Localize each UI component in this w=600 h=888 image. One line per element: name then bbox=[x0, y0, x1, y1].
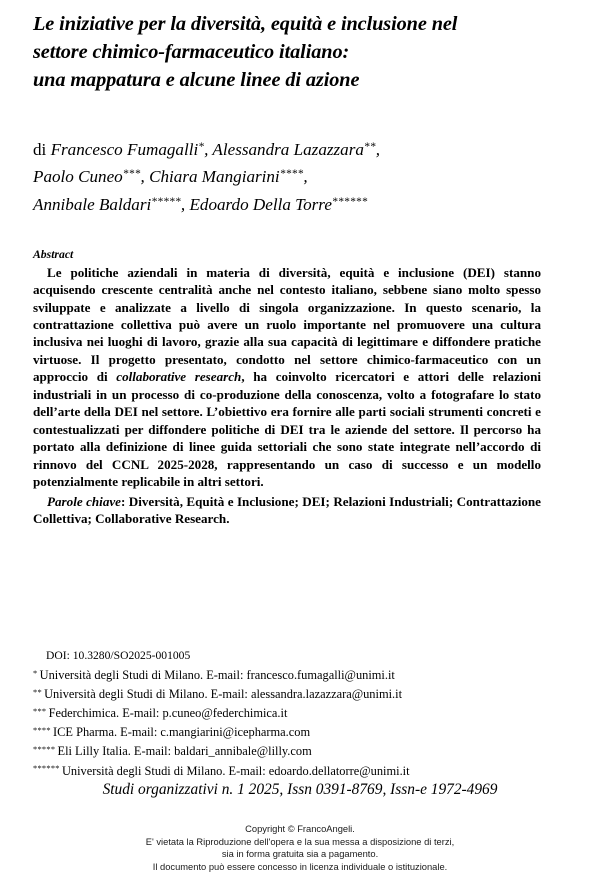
keywords-label: Parole chiave bbox=[47, 493, 121, 509]
title-line-1: Le iniziative per la diversità, equità e inclusione nel bbox=[33, 13, 458, 35]
footnote-item-5 bbox=[33, 741, 563, 760]
footnote-item-2 bbox=[33, 684, 563, 703]
author-line-1 bbox=[33, 135, 569, 162]
footnote-marker-6: ****** bbox=[33, 762, 60, 773]
keywords-line bbox=[33, 493, 545, 528]
copyright-line-4: Il documento può essere concesso in licenza individuale o istituzionale. bbox=[152, 861, 448, 872]
author-name-mangiarini: Chiara Mangiarini bbox=[149, 167, 280, 187]
author-name-lazazzara: Alessandra Lazazzara bbox=[212, 139, 364, 159]
footnote-marker-3: *** bbox=[122, 168, 141, 181]
copyright-line-2: E' vietata la Riproduzione dell'opera e la sua messa a disposizione di terzi, bbox=[145, 836, 455, 847]
copyright-footer bbox=[0, 823, 600, 873]
title-line-2: settore chimico-farmaceutico italiano: bbox=[33, 41, 350, 64]
author-byline bbox=[33, 135, 569, 217]
footnote-marker-2: ** bbox=[33, 686, 42, 697]
footnote-item-4 bbox=[33, 722, 563, 741]
title-line-3: una mappatura e alcune linee di azione bbox=[33, 69, 360, 92]
footnote-text: Università degli Studi di Milano. E-mail: edoardo.dellatorre@unimi.it bbox=[61, 763, 410, 778]
author-name-baldari: Annibale Baldari bbox=[33, 194, 152, 214]
footnote-item-6 bbox=[33, 760, 563, 779]
copyright-line-1: Copyright © FrancoAngeli. bbox=[245, 824, 355, 834]
author-name-cuneo: Paolo Cuneo bbox=[33, 167, 123, 187]
footnote-text: Università degli Studi di Milano. E-mail: francesco.fumagalli@unimi.it bbox=[39, 668, 395, 683]
footnote-marker-5: ***** bbox=[151, 195, 181, 208]
author-name-della-torre: Edoardo Della Torre bbox=[189, 194, 332, 214]
footnotes-section bbox=[33, 648, 563, 779]
footnote-marker-5: ***** bbox=[33, 743, 56, 754]
author-name-fumagalli: Francesco Fumagalli bbox=[50, 139, 199, 159]
author-line-end: , bbox=[303, 167, 308, 187]
doi-line: DOI: 10.3280/SO2025-001005 bbox=[46, 649, 191, 662]
footnote-item-3 bbox=[33, 703, 563, 722]
author-line-2 bbox=[33, 162, 569, 189]
abstract-emphasis-collaborative-research: collaborative research bbox=[116, 369, 242, 385]
footnote-marker-2: ** bbox=[363, 141, 376, 153]
footnote-marker-1: * bbox=[198, 141, 205, 153]
copyright-line-3: sia in forma gratuita sia a pagamento. bbox=[221, 849, 379, 860]
abstract-body-part-2: , ha coinvolto ricercatori e attori delle relazioni industriali in un processo di co-produzione della conoscenza, volto a fotografare lo stato dell’arte della DEI nel settore. L’obiettivo era fornire alle parti sociali strumenti concreti e contestualizzati per diffondere politiche di DEI tra le aziende del settore. Il percorso ha portato alla definizione di linee guida settoriali che sono state integrate nell’accordo di rinnovo del CCNL 2025-2028, rappresentando un caso di successo e un modello potenzialmente replicabile in altri settori. bbox=[33, 369, 545, 490]
footnote-marker-3: *** bbox=[33, 705, 47, 716]
author-line-end: , bbox=[375, 139, 381, 159]
abstract-body-part-1: Le politiche aziendali in materia di diversità, equità e inclusione (DEI) stanno acquisendo crescente centralità anche nel contesto italiano, sebbene siano molto spesso sviluppate e analizzate a livello di singola organizzazione. In questo scenario, la contrattazione collettiva può avere un ruolo importante nel promuovere una cultura inclusiva nei luoghi di lavoro, grazie alla sua capacità di legittimare e diffondere pratiche virtuose. Il progetto presentato, condotto nel settore chimico-farmaceutico con un approccio di bbox=[33, 264, 545, 385]
author-line-3 bbox=[33, 190, 569, 217]
footnote-marker-4: **** bbox=[33, 724, 51, 735]
footnote-marker-1: * bbox=[33, 667, 38, 678]
keywords-value: : Diversità, Equità e Inclusione; DEI; Relazioni Industriali; Contrattazione Collettiva; Collaborative Research. bbox=[33, 493, 545, 527]
abstract-section bbox=[33, 247, 545, 528]
footnote-text: Eli Lilly Italia. E-mail: baldari_annibale@lilly.com bbox=[57, 744, 312, 759]
abstract-body bbox=[33, 264, 545, 491]
footnote-text: Università degli Studi di Milano. E-mail: alessandra.lazazzara@unimi.it bbox=[44, 687, 403, 702]
author-separator: , bbox=[180, 194, 190, 214]
page-title bbox=[33, 10, 569, 95]
abstract-heading: Abstract bbox=[33, 248, 74, 261]
footnote-item-1 bbox=[33, 665, 563, 684]
footnote-text: ICE Pharma. E-mail: c.mangiarini@icepharma.com bbox=[53, 725, 311, 740]
author-separator: , bbox=[140, 167, 150, 187]
byline-prefix: di bbox=[33, 139, 47, 159]
author-separator: , bbox=[204, 139, 213, 159]
footnote-text: Federchimica. E-mail: p.cuneo@federchimica.it bbox=[48, 706, 288, 721]
journal-citation: Studi organizzativi n. 1 2025, Issn 0391-8769, Issn-e 1972-4969 bbox=[102, 781, 498, 798]
footnote-marker-4: **** bbox=[279, 168, 304, 181]
footnote-marker-6: ****** bbox=[331, 195, 368, 208]
